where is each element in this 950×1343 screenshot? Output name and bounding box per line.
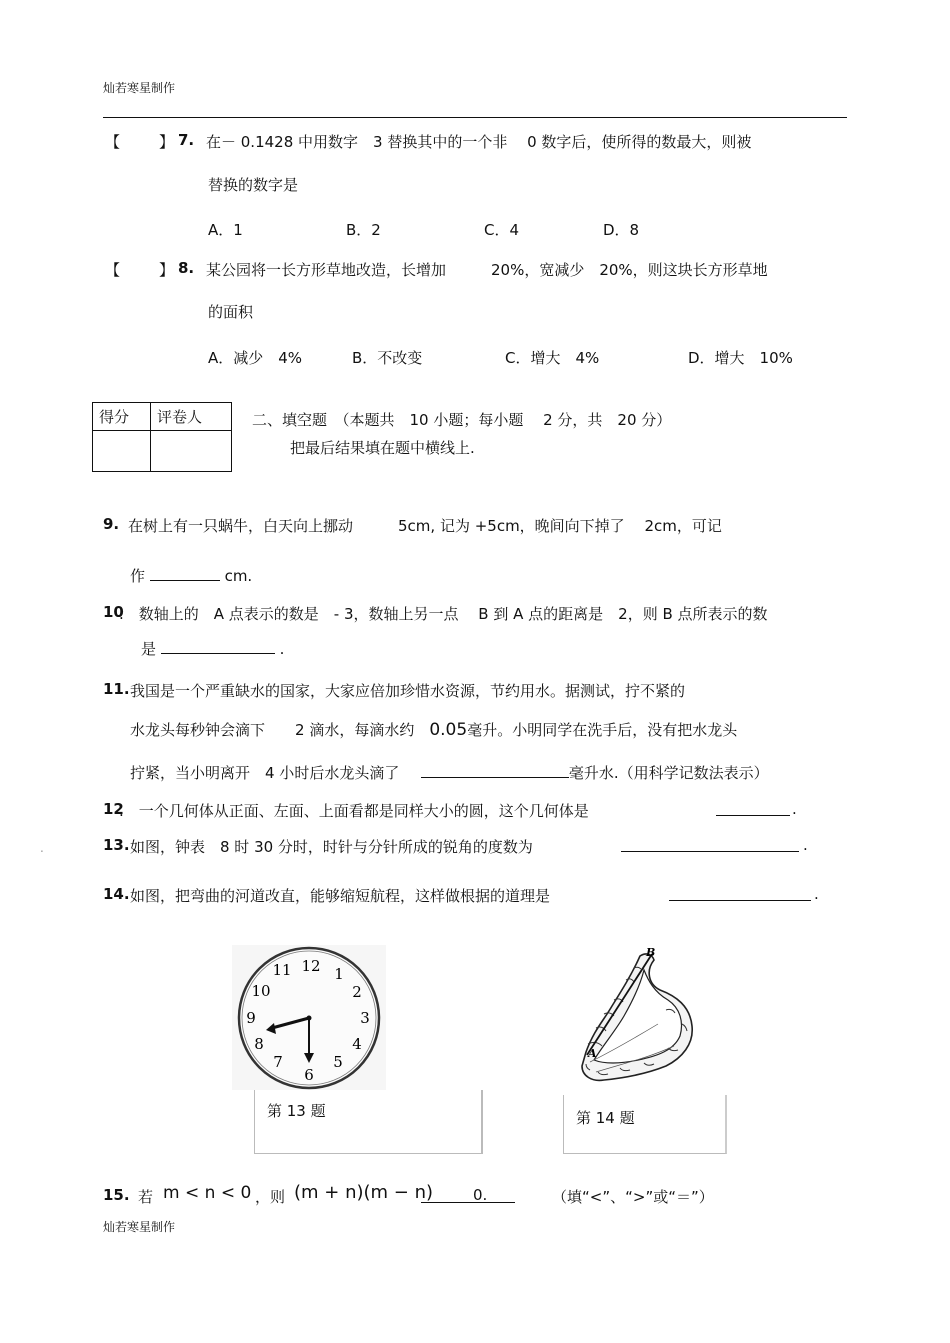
q15-cond-n: n: [204, 1183, 216, 1203]
q11-line3-pre: 拧紧，当小明离开 4 小时后水龙头滴了: [130, 764, 400, 782]
clock-num-12: 12: [301, 957, 321, 975]
q8-line2: 的面积: [208, 303, 254, 321]
q15-expression: (m + n)(m − n): [294, 1182, 434, 1203]
q9-number: 9.: [103, 515, 120, 533]
q8-option-d: D．增大 10%: [688, 349, 793, 367]
point-a-label: A: [588, 1047, 597, 1060]
q11-number: 11.: [103, 680, 130, 698]
clock-num-5: 5: [333, 1053, 343, 1071]
q10-number: 10: [103, 603, 124, 621]
score-table: [92, 402, 232, 472]
q15-cond-m: m: [163, 1183, 180, 1203]
q11-line2c: 毫升。小明同学在洗手后，没有把水龙头: [467, 721, 738, 739]
q8-option-a: A．减少 4%: [208, 349, 303, 367]
q7-bracket-open: 【: [105, 133, 121, 151]
figure14-caption-box: [563, 1095, 727, 1154]
q14-answer-blank[interactable]: [669, 900, 811, 901]
q7-option-d: D．8: [603, 221, 640, 239]
q7-number: 7.: [178, 131, 195, 149]
grader-header: 评卷人: [151, 403, 232, 431]
q12-text: . 一个几何体从正面、左面、上面看都是同样大小的圆，这个几何体是: [119, 802, 589, 820]
figure14-caption: 第 14 题: [576, 1109, 635, 1127]
q9-line2: [130, 565, 252, 586]
margin-dot: .: [40, 841, 44, 855]
figure14-image: [574, 940, 704, 1090]
q15-number: 15.: [103, 1186, 130, 1204]
clock-num-7: 7: [273, 1053, 283, 1071]
q8-line1: 某公园将一长方形草地改造，长增加 20%，宽减少 20%，则这块长方形草地: [206, 261, 768, 279]
q15-cond-lt1: <: [184, 1183, 200, 1203]
q9-line1: 在树上有一只蜗牛，白天向上挪动 5cm, 记为 +5cm，晚间向下掉了 2cm，可记: [128, 517, 722, 535]
clock-num-2: 2: [352, 983, 362, 1001]
clock-num-6: 6: [304, 1066, 314, 1084]
clock-num-10: 10: [251, 982, 271, 1000]
q9-answer-blank[interactable]: [150, 579, 220, 581]
q7-option-a: A．1: [208, 221, 243, 239]
q8-bracket-close: 】: [159, 261, 175, 279]
q15-comma: ，则: [255, 1188, 286, 1206]
q11-line3-post: 毫升水.（用科学记数法表示）: [568, 764, 769, 782]
q9-line2-post: cm.: [224, 567, 253, 585]
grader-cell: [151, 431, 232, 472]
q13-answer-blank[interactable]: [621, 851, 799, 852]
clock-num-3: 3: [360, 1009, 370, 1027]
point-b-label: B: [646, 946, 656, 959]
figure13-caption: 第 13 题: [267, 1102, 326, 1120]
section2-title: 二、填空题 （本题共 10 小题；每小题 2 分，共 20 分）: [252, 411, 672, 429]
q14-text: 如图，把弯曲的河道改直，能够缩短航程，这样做根据的道理是: [130, 887, 551, 905]
q7-line2: 替换的数字是: [208, 176, 299, 194]
score-cell: [93, 431, 151, 472]
q11-line2: [130, 719, 737, 740]
q13-end: .: [803, 836, 808, 854]
q8-number: 8.: [178, 259, 195, 277]
river-icon: [574, 940, 704, 1090]
q8-option-b: B．不改变: [352, 349, 423, 367]
q10-line2-pre: 是: [141, 640, 157, 658]
q11-line1: 我国是一个严重缺水的国家，大家应倍加珍惜水资源，节约用水。据测试，拧不紧的: [130, 682, 686, 700]
q7-bracket-close: 】: [159, 133, 175, 151]
q10-line2: [141, 638, 284, 659]
q8-bracket-open: 【: [105, 261, 121, 279]
q10-answer-blank[interactable]: [161, 652, 275, 654]
q12-end: .: [792, 800, 797, 818]
q11-line3: [130, 762, 769, 783]
q13-number: 13.: [103, 836, 130, 854]
q10-line2-post: .: [279, 640, 285, 658]
clock-icon: [232, 945, 386, 1090]
footer-watermark: 灿若寒星制作: [103, 1220, 176, 1234]
figure13-caption-box: [254, 1090, 483, 1154]
q11-line2a: 水龙头每秒钟会滴下 2 滴水，每滴水约: [130, 721, 430, 739]
q7-option-b: B．2: [346, 221, 381, 239]
clock-num-8: 8: [254, 1035, 264, 1053]
figure13-image: [232, 945, 386, 1090]
q15-answer-blank[interactable]: [421, 1202, 515, 1203]
q15-cond-lt2: <: [220, 1183, 236, 1203]
score-header: 得分: [93, 403, 151, 431]
q14-number: 14.: [103, 885, 130, 903]
q12-number: 12: [103, 800, 124, 818]
q7-line1: 在－ 0.1428 中用数字 3 替换其中的一个非 0 数字后，使所得的数最大，则被: [206, 133, 752, 151]
clock-num-11: 11: [272, 961, 292, 979]
q11-line2b: 0.05: [429, 720, 468, 740]
section2-instruction: 把最后结果填在题中横线上.: [290, 439, 475, 457]
clock-num-1: 1: [334, 965, 344, 983]
q13-text: 如图，钟表 8 时 30 分时，时针与分针所成的锐角的度数为: [130, 838, 533, 856]
q14-end: .: [814, 885, 819, 903]
clock-num-4: 4: [352, 1035, 362, 1053]
header-watermark: 灿若寒星制作: [103, 81, 176, 95]
q12-answer-blank[interactable]: [716, 815, 790, 816]
q10-line1: . 数轴上的 A 点表示的数是 - 3，数轴上另一点 B 到 A 点的距离是 2，则 B 点所表示的数: [119, 605, 768, 623]
clock-num-9: 9: [246, 1009, 256, 1027]
header-rule: [103, 117, 847, 118]
q15-cond-zero: 0: [240, 1183, 252, 1203]
q8-option-c: C．增大 4%: [505, 349, 600, 367]
q7-option-c: C．4: [484, 221, 520, 239]
q11-answer-blank[interactable]: [421, 776, 569, 778]
q15-pre: 若: [138, 1188, 154, 1206]
q9-line2-pre: 作: [130, 567, 146, 585]
q15-hint: （填“<”、“>”或“＝”）: [552, 1188, 714, 1206]
q15-blank-value: 0.: [473, 1186, 488, 1204]
q15-condition: [163, 1183, 251, 1203]
